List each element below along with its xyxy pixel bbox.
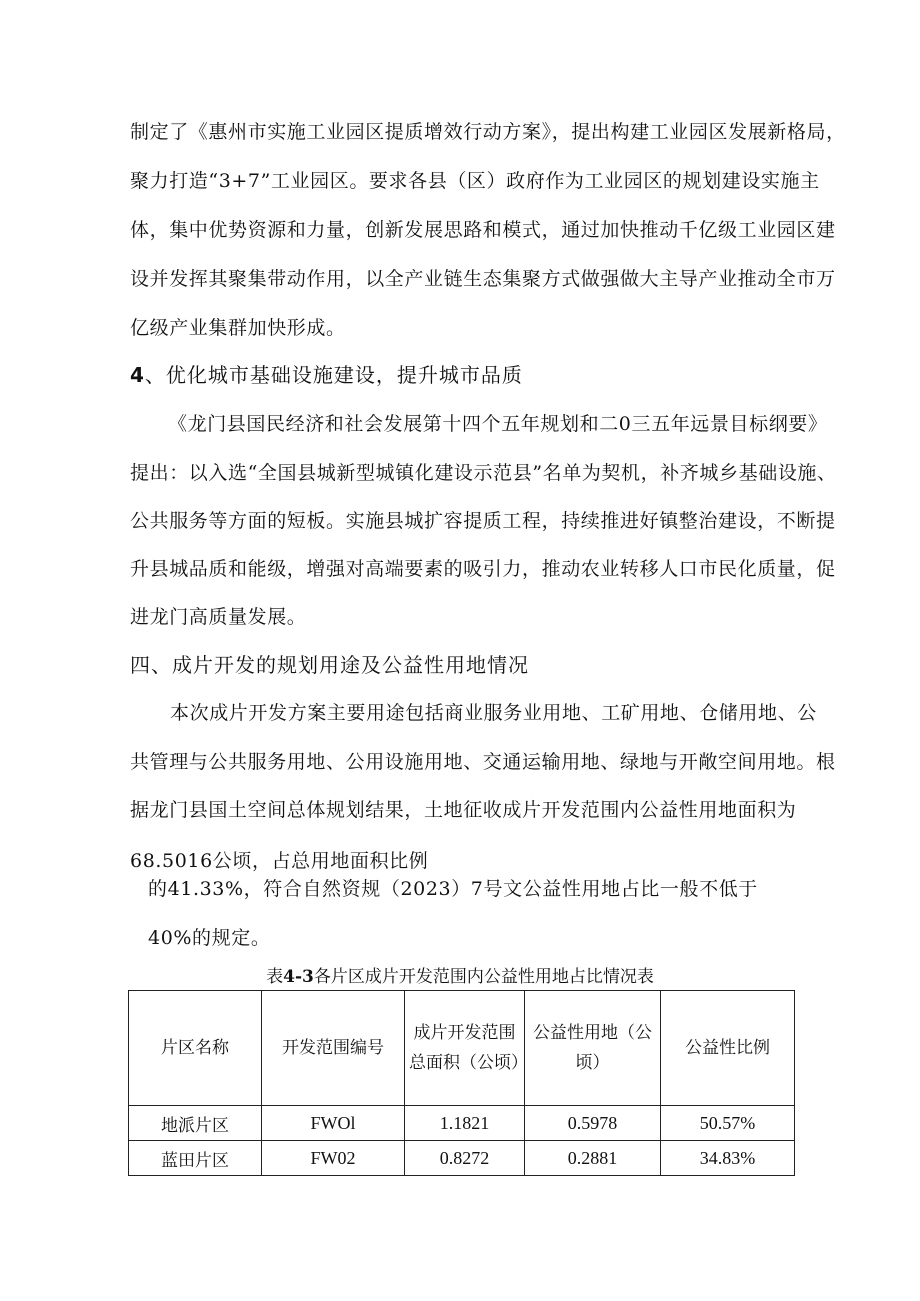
public-land-ratio-table <box>128 990 795 1176</box>
cell-public-area: 0.5978 <box>525 1106 661 1141</box>
cell-public-ratio: 34.83% <box>661 1141 795 1176</box>
table-caption-text: 各片区成片开发范围内公益性用地占比情况表 <box>313 967 654 987</box>
paragraph-3-line: 40%的规定。 <box>148 927 271 949</box>
paragraph-3-line: 本次成片开发方案主要用途包括商业服务业用地、工矿用地、仓储用地、公 <box>170 702 817 724</box>
paragraph-2-line: 进龙门高质量发展。 <box>130 606 307 628</box>
section-4-number: 4 <box>130 363 145 387</box>
table-caption <box>0 966 920 988</box>
cell-total-area: 0.8272 <box>405 1141 525 1176</box>
paragraph-1-line: 设并发挥其聚集带动作用，以全产业链生态集聚方式做强做大主导产业推动全市万 <box>130 268 836 290</box>
paragraph-3-line: 据龙门县国土空间总体规划结果，土地征收成片开发范围内公益性用地面积为 <box>130 799 797 821</box>
header-area-name: 片区名称 <box>129 991 262 1106</box>
section-four-heading: 四、成片开发的规划用途及公益性用地情况 <box>130 653 529 677</box>
paragraph-2-line: 《龙门县国民经济和社会发展第十四个五年规划和二0三五年远景目标纲要》 <box>168 413 828 435</box>
table-caption-prefix: 表 <box>266 967 284 987</box>
header-range-code: 开发范围编号 <box>262 991 405 1106</box>
table-header-row <box>129 991 795 1106</box>
cell-public-ratio: 50.57% <box>661 1106 795 1141</box>
table-row <box>129 1141 795 1176</box>
paragraph-1-line: 亿级产业集群加快形成。 <box>130 317 346 339</box>
paragraph-2-line: 公共服务等方面的短板。实施县城扩容提质工程，持续推进好镇整治建设，不断提 <box>130 510 836 532</box>
paragraph-1-line: 制定了《惠州市实施工业园区提质增效行动方案》，提出构建工业园区发展新格局， <box>130 121 846 143</box>
section-4-title: 、优化城市基础设施建设，提升城市品质 <box>144 363 523 387</box>
paragraph-1-line: 聚力打造“3+7”工业园区。要求各县（区）政府作为工业园区的规划建设实施主 <box>130 170 820 192</box>
paragraph-1-line: 体，集中优势资源和力量，创新发展思路和模式，通过加快推动千亿级工业园区建 <box>130 219 836 241</box>
table-row <box>129 1106 795 1141</box>
paragraph-3-line: 的41.33%，符合自然资规（2023）7号文公益性用地占比一般不低于 <box>148 878 758 900</box>
paragraph-2-line: 提出：以入选“全国县城新型城镇化建设示范县”名单为契机，补齐城乡基础设施、 <box>130 462 837 484</box>
cell-public-area: 0.2881 <box>525 1141 661 1176</box>
header-public-ratio: 公益性比例 <box>661 991 795 1106</box>
section-4-heading <box>130 362 523 388</box>
cell-area-name: 蓝田片区 <box>129 1141 262 1176</box>
cell-area-name: 地派片区 <box>129 1106 262 1141</box>
table-caption-number: 4-3 <box>283 967 314 987</box>
cell-range-code: FW02 <box>262 1141 405 1176</box>
paragraph-3-line: 共管理与公共服务用地、公用设施用地、交通运输用地、绿地与开敞空间用地。根 <box>130 751 836 773</box>
paragraph-3-line: 68.5016公顷，占总用地面积比例 <box>130 850 429 872</box>
cell-total-area: 1.1821 <box>405 1106 525 1141</box>
header-total-area: 成片开发范围总面积（公顷） <box>405 991 525 1106</box>
paragraph-2-line: 升县城品质和能级，增强对高端要素的吸引力，推动农业转移人口市民化质量，促 <box>130 558 836 580</box>
header-public-area: 公益性用地（公顷） <box>525 991 661 1106</box>
cell-range-code: FWOl <box>262 1106 405 1141</box>
